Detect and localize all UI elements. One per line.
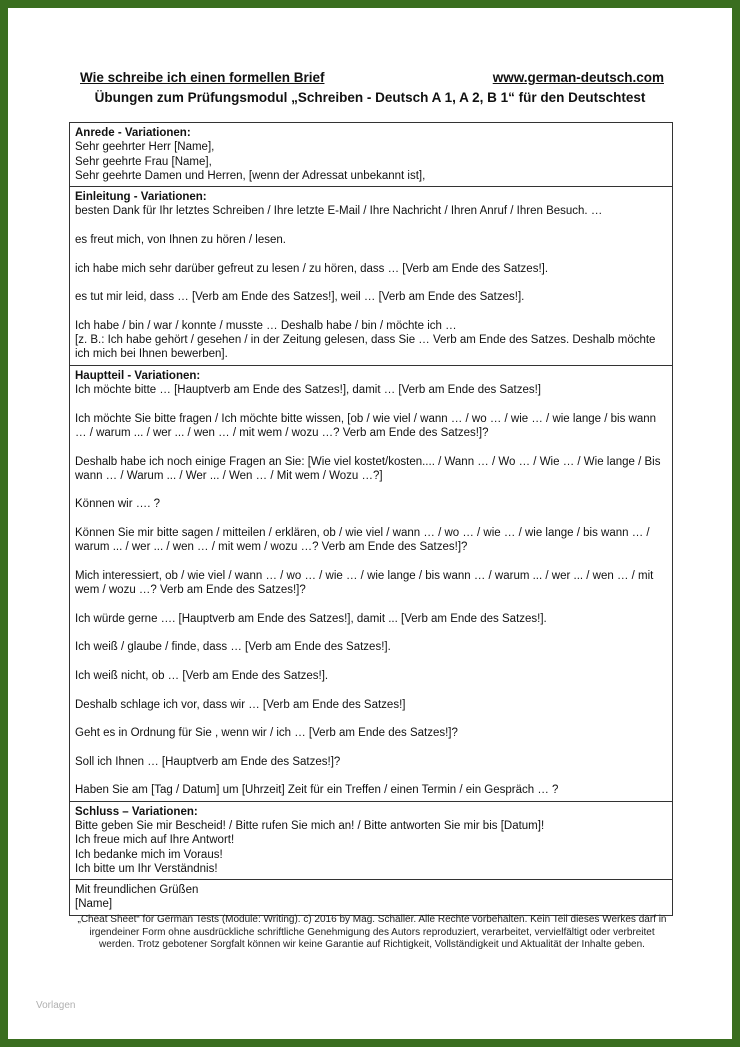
document-title: Wie schreibe ich einen formellen Brief bbox=[80, 70, 325, 85]
phrase-line: Ich bitte um Ihr Verständnis! bbox=[75, 862, 218, 875]
phrase-line: Können wir …. ? bbox=[75, 498, 161, 511]
phrase-line: Mich interessiert, ob / wie viel / wann … / wo … / wie … / wie lange / bis wann … / warum ... / wer ... / wen … / mit wem / wozu …? Verb am Ende des Satzes!]? bbox=[75, 569, 654, 597]
phrase-line: Ich bedanke mich im Voraus! bbox=[75, 848, 223, 861]
phrase-line: es freut mich, von Ihnen zu hören / lesen. bbox=[75, 234, 286, 247]
phrase-line: es tut mir leid, dass … [Verb am Ende des Satzes!], weil … [Verb am Ende des Satzes!]. bbox=[75, 291, 525, 304]
phrase-line: Ich weiß / glaube / finde, dass … [Verb am Ende des Satzes!]. bbox=[75, 641, 391, 654]
phrase-line: Sehr geehrter Herr [Name], bbox=[75, 141, 215, 154]
phrase-line: Ich möchte Sie bitte fragen / Ich möchte bitte wissen, [ob / wie viel / wann … / wo … / wie … / wie lange / bis wann … / warum ... / wer ... / wen … / mit wem / wozu …? Verb am Ende des Satzes!]? bbox=[75, 412, 657, 439]
phrase-line: [z. B.: Ich habe gehört / gesehen / in der Zeitung gelesen, dass Sie … Verb am Ende des Satzes. Deshalb möchte ich mich bei Ihnen bewerben]. bbox=[75, 334, 656, 361]
phrase-line: Ich weiß nicht, ob … [Verb am Ende des Satzes!]. bbox=[75, 669, 329, 682]
phrase-line: Ich würde gerne …. [Hauptverb am Ende des Satzes!], damit ... [Verb am Ende des Satzes!]. bbox=[75, 612, 547, 625]
section-gruss bbox=[70, 880, 672, 915]
section-einleitung bbox=[70, 187, 672, 366]
section-title: Einleitung - Variationen: bbox=[75, 191, 207, 204]
closing-name: [Name] bbox=[75, 898, 113, 911]
phrase-line: besten Dank für Ihr letztes Schreiben / Ihre letzte E-Mail / Ihre Nachricht / Ihren Anruf / Ihren Besuch. … bbox=[75, 205, 603, 218]
section-title: Schluss – Variationen: bbox=[75, 805, 198, 818]
section-schluss bbox=[70, 802, 672, 880]
phrase-line: Sehr geehrte Frau [Name], bbox=[75, 155, 212, 168]
closing-line: Mit freundlichen Grüßen bbox=[75, 884, 199, 897]
phrase-line: Geht es in Ordnung für Sie , wenn wir / ich … [Verb am Ende des Satzes!]? bbox=[75, 727, 458, 740]
phrase-line: Deshalb schlage ich vor, dass wir … [Verb am Ende des Satzes!] bbox=[75, 698, 406, 711]
document-subtitle: Übungen zum Prüfungsmodul „Schreiben - Deutsch A 1, A 2, B 1“ für den Deutschtest bbox=[94, 90, 646, 105]
phrase-line: Ich möchte bitte … [Hauptverb am Ende des Satzes!], damit … [Verb am Ende des Satzes!] bbox=[75, 384, 541, 397]
phrase-line: Haben Sie am [Tag / Datum] um [Uhrzeit] Zeit für ein Treffen / einen Termin / ein Gespräch … ? bbox=[75, 784, 559, 797]
phrase-table bbox=[69, 122, 673, 916]
watermark: Vorlagen bbox=[36, 1000, 76, 1011]
phrase-line: Können Sie mir bitte sagen / mitteilen / erklären, ob / wie viel / wann … / wo … / wie … / wie lange / bis wann … / warum ... / wer ... / wen … / mit wem / wozu …? Verb am Ende des Satzes!]? bbox=[75, 527, 650, 554]
phrase-line: ich habe mich sehr darüber gefreut zu lesen / zu hören, dass … [Verb am Ende des Satzes!]. bbox=[75, 262, 549, 275]
section-title: Anrede - Variationen: bbox=[75, 127, 191, 139]
phrase-line: Ich habe / bin / war / konnte / musste … Deshalb habe / bin / möchte ich … bbox=[75, 319, 457, 332]
phrase-line: Sehr geehrte Damen und Herren, [wenn der Adressat unbekannt ist], bbox=[75, 169, 426, 182]
document-page bbox=[8, 8, 732, 1039]
phrase-line: Soll ich Ihnen … [Hauptverb am Ende des Satzes!]? bbox=[75, 755, 341, 768]
website-link[interactable]: www.german-deutsch.com bbox=[492, 70, 664, 85]
section-anrede bbox=[70, 123, 672, 187]
section-hauptteil bbox=[70, 366, 672, 802]
phrase-line: Deshalb habe ich noch einige Fragen an Sie: [Wie viel kostet/kosten.... / Wann … / Wo … / Wie … / Wie lange / Bis wann … / Warum ... / Wer ... / Wen … / Mit wem / Wozu …?] bbox=[75, 455, 661, 482]
title-row bbox=[80, 70, 664, 85]
copyright-footer: „Cheat Sheet“ for German Tests (Module: Writing). c) 2016 by Mag. Schaller. Alle Rechte vorbehalten. Kein Teil dieses Werkes darf in irgendeiner Form ohne ausdrückliche schriftliche Genehmigung des Autors reproduziert, verarbeitet, vervielfältigt oder verbreitet werden. Trotz gebotener Sorgfalt können wir keine Garantie auf Richtigkeit, Vollständigkeit und Aktualität der Inhalte geben. bbox=[77, 914, 667, 950]
phrase-line: Ich freue mich auf Ihre Antwort! bbox=[75, 834, 235, 847]
phrase-line: Bitte geben Sie mir Bescheid! / Bitte rufen Sie mich an! / Bitte antworten Sie mir bis [Datum]! bbox=[75, 819, 545, 832]
section-title: Hauptteil - Variationen: bbox=[75, 369, 201, 382]
